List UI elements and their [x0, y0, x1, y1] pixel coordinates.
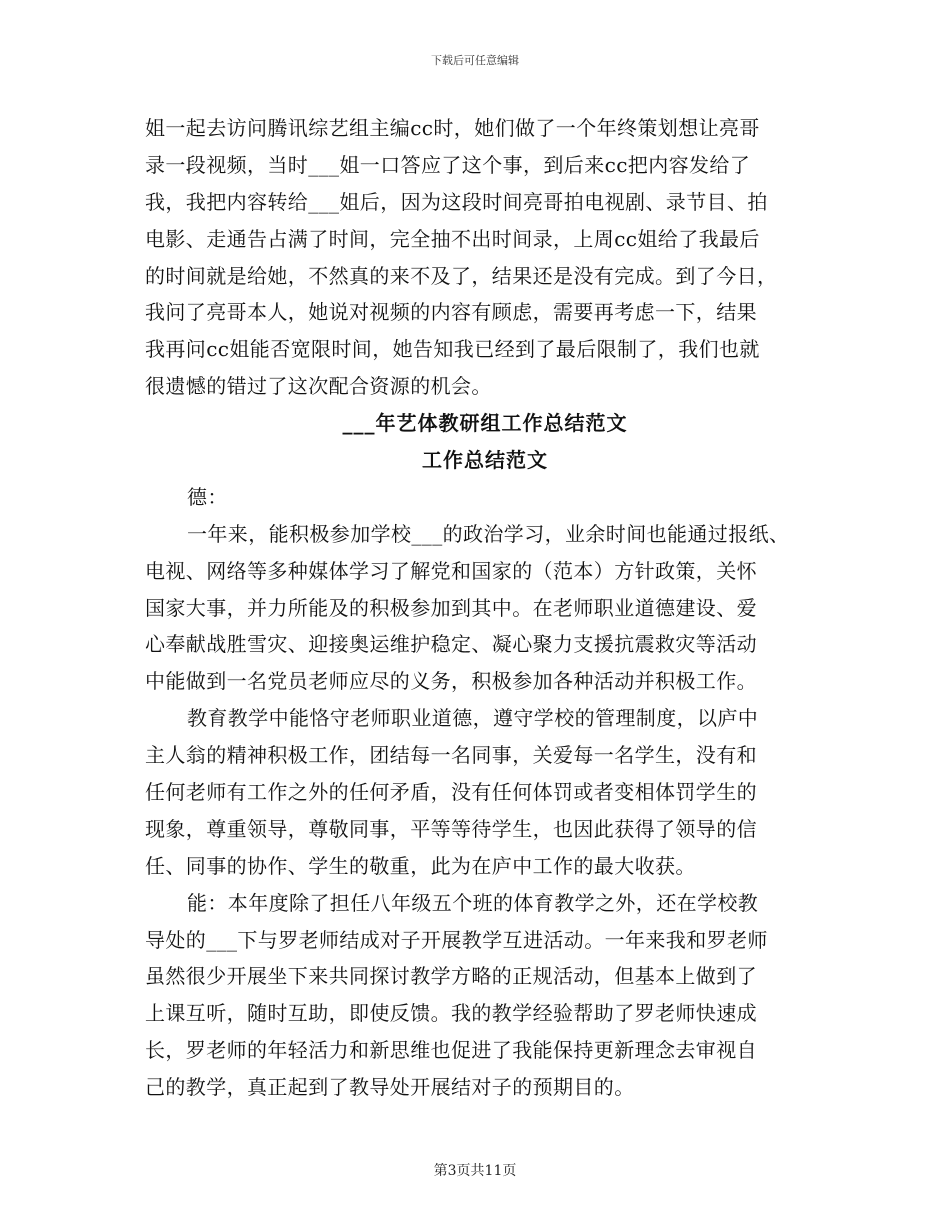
text-line: 导处的___下与罗老师结成对子开展教学互进活动。一年来我和罗老师	[145, 927, 768, 952]
text-line: 电影、走通告占满了时间，完全抽不出时间录，上周cc姐给了我最后	[145, 226, 760, 251]
text-line: 虽然很少开展坐下来共同探讨教学方略的正规活动，但基本上做到了	[145, 964, 757, 989]
section-heading-de: 德：	[187, 484, 228, 509]
text-line: 能：本年度除了担任八年级五个班的体育教学之外，还在学校教	[187, 890, 759, 915]
text-line: 录一段视频，当时___姐一口答应了这个事，到后来cc把内容发给了	[145, 152, 751, 177]
text-line: 一年来，能积极参加学校___的政治学习，业余时间也能通过报纸、	[187, 521, 790, 546]
text-line: 任何老师有工作之外的任何矛盾，没有任何体罚或者变相体罚学生的	[145, 780, 757, 805]
text-line: 的时间就是给她，不然真的来不及了，结果还是没有完成。到了今日，	[145, 263, 778, 288]
page-footer: 第3页共11页	[433, 1163, 517, 1179]
text-line: 上课互听，随时互助，即使反馈。我的教学经验帮助了罗老师快速成	[145, 1001, 757, 1026]
text-line: 很遗憾的错过了这次配合资源的机会。	[145, 374, 492, 399]
text-line: 教育教学中能恪守老师职业道德，遵守学校的管理制度，以庐中	[187, 706, 759, 731]
text-line: 任、同事的协作、学生的敬重，此为在庐中工作的最大收获。	[145, 853, 696, 878]
text-line: 心奉献战胜雪灾、迎接奥运维护稳定、凝心聚力支援抗震救灾等活动	[145, 632, 757, 657]
document-subtitle: 工作总结范文	[422, 448, 548, 473]
text-line: 电视、网络等多种媒体学习了解党和国家的（范本）方针政策，关怀	[145, 558, 757, 583]
page-header: 下载后可任意编辑	[431, 54, 519, 67]
text-line: 长，罗老师的年轻活力和新思维也促进了我能保持更新理念去审视自	[145, 1038, 757, 1063]
document-body	[145, 110, 825, 1106]
text-line: 国家大事，并力所能及的积极参加到其中。在老师职业道德建设、爱	[145, 595, 757, 620]
text-line: 中能做到一名党员老师应尽的义务，积极参加各种活动并积极工作。	[145, 669, 757, 694]
text-line: 现象，尊重领导，尊敬同事，平等等待学生，也因此获得了领导的信	[145, 816, 757, 841]
text-line: 我再问cc姐能否宽限时间，她告知我已经到了最后限制了，我们也就	[145, 337, 760, 362]
text-line: 己的教学，真正起到了教导处开展结对子的预期目的。	[145, 1075, 635, 1100]
text-line: 主人翁的精神积极工作，团结每一名同事，关爱每一名学生，没有和	[145, 743, 757, 768]
text-line: 我问了亮哥本人，她说对视频的内容有顾虑，需要再考虑一下，结果	[145, 300, 757, 325]
text-line: 我，我把内容转给___姐后，因为这段时间亮哥拍电视剧、录节目、拍	[145, 189, 768, 214]
text-line: 姐一起去访问腾讯综艺组主编cc时，她们做了一个年终策划想让亮哥	[145, 116, 760, 140]
document-title: ___年艺体教研组工作总结范文	[342, 411, 628, 436]
